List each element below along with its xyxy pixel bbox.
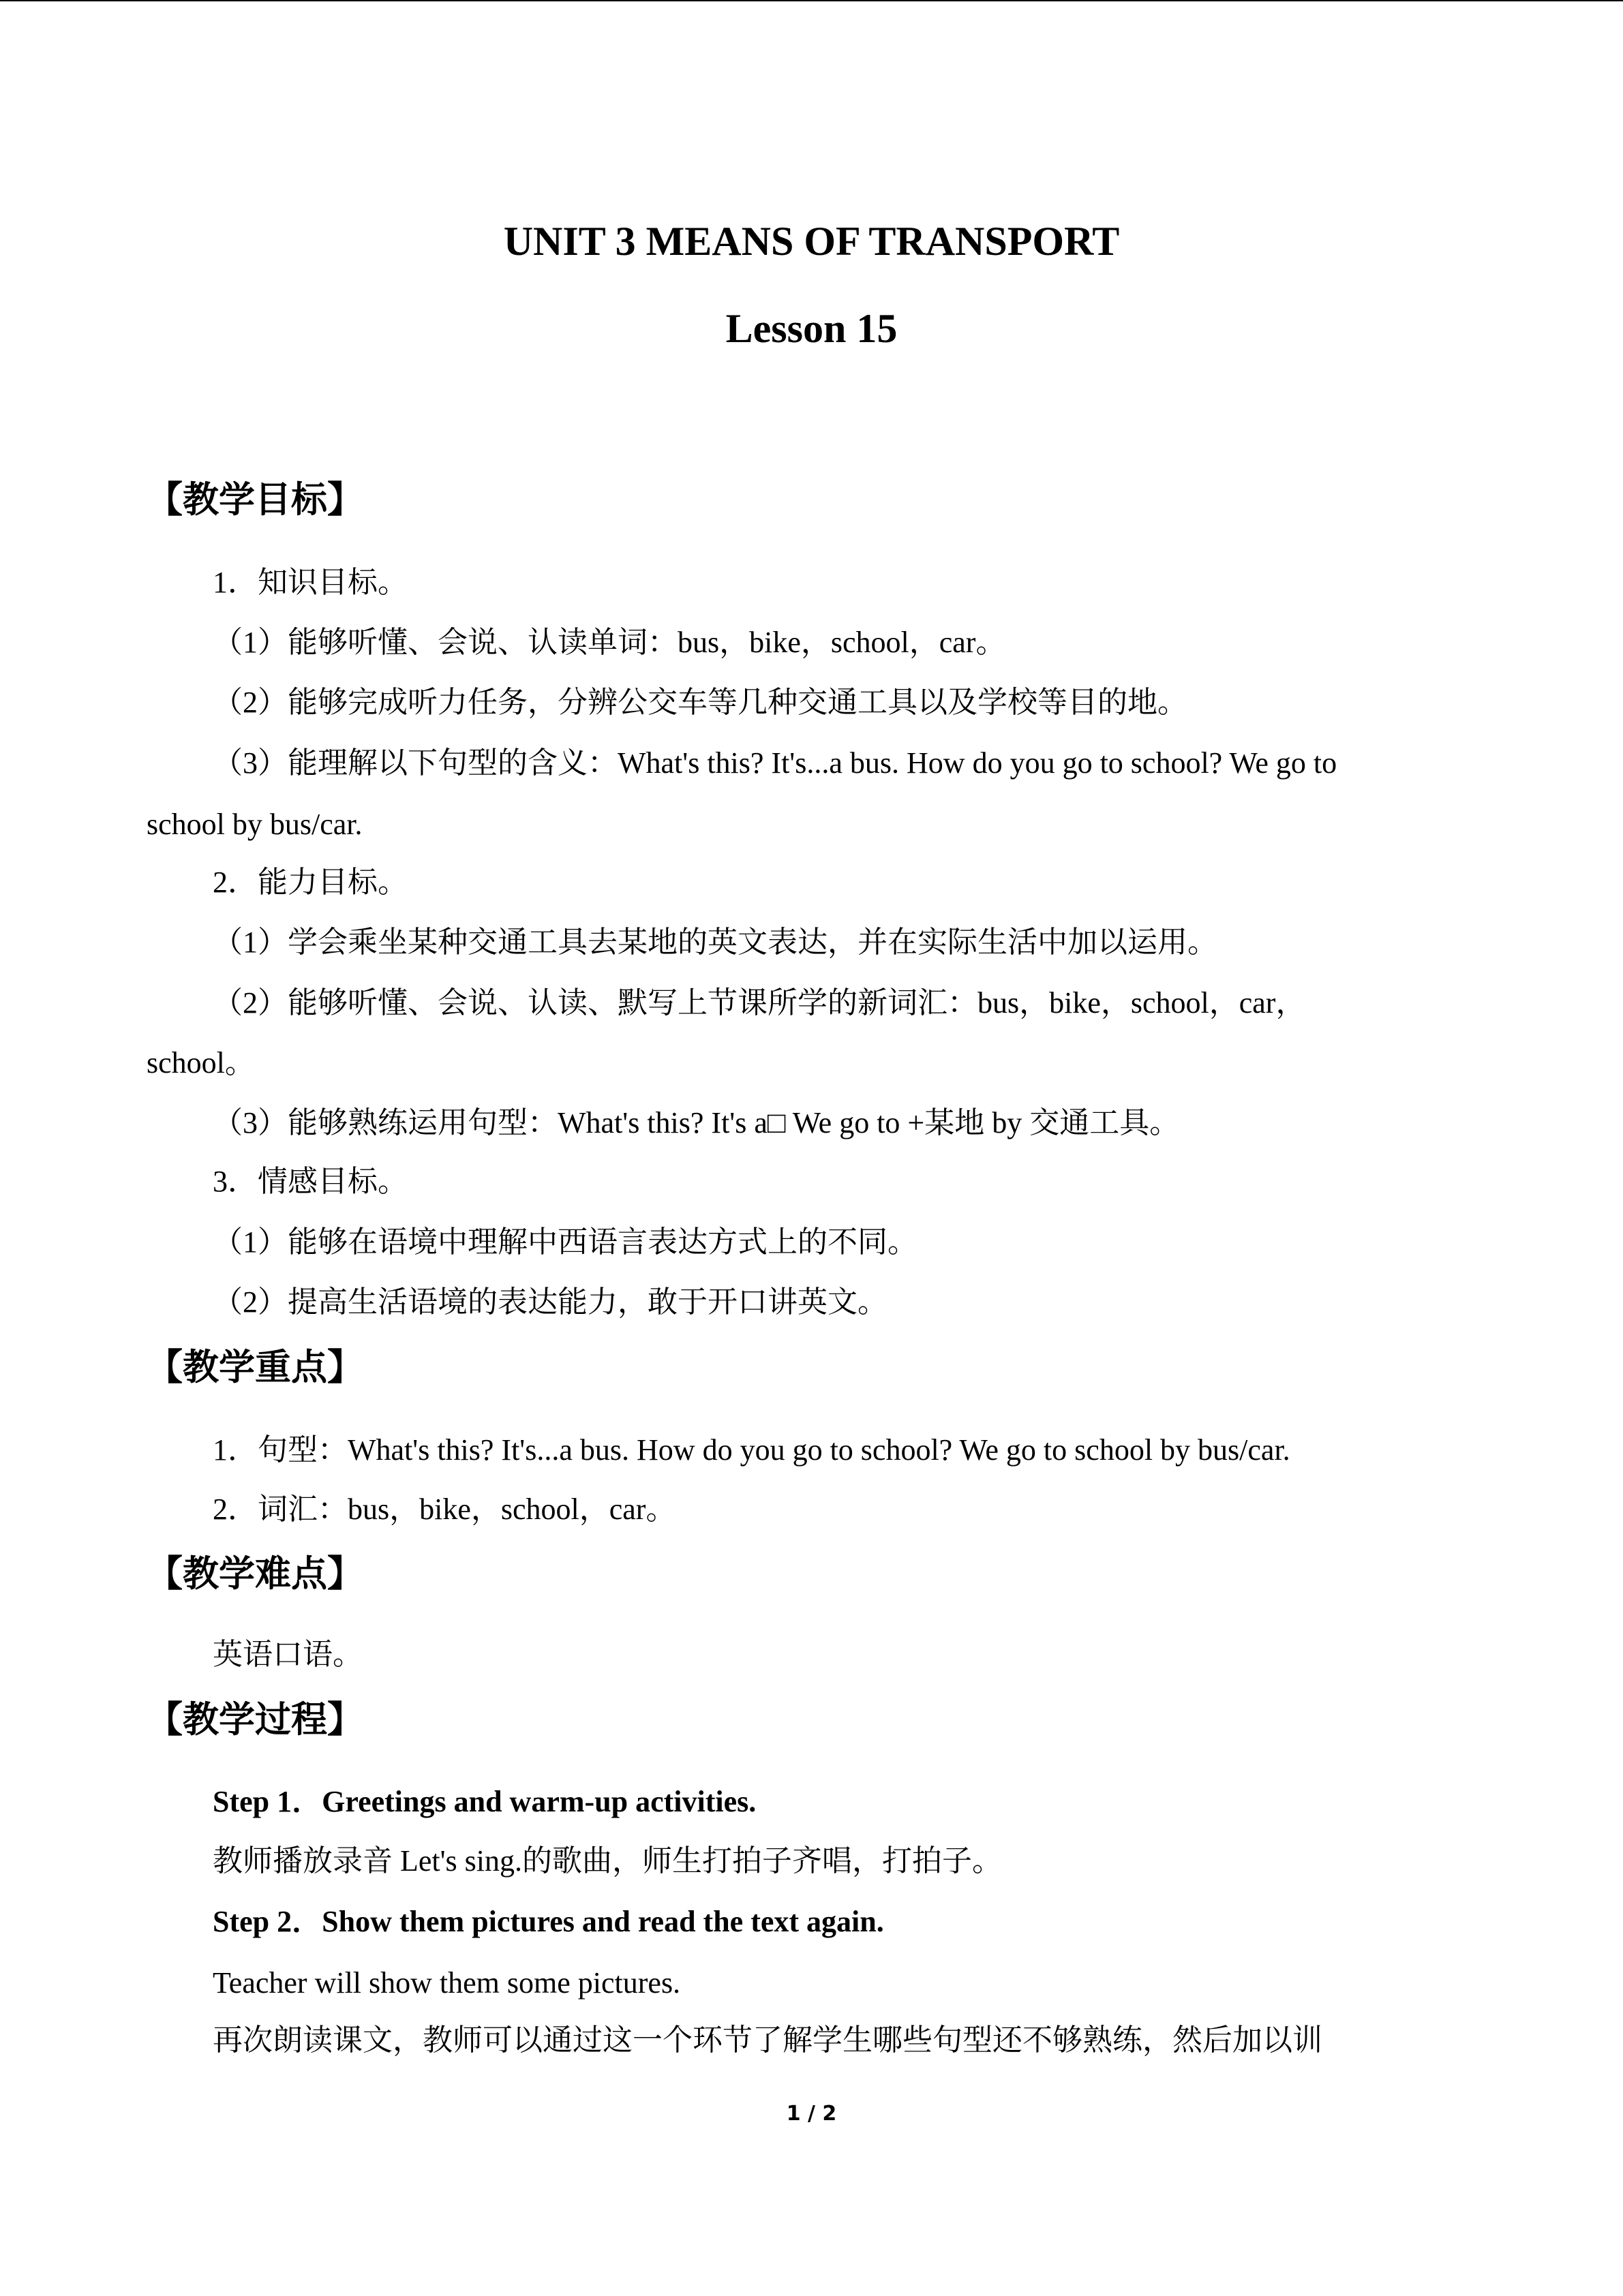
- difficulty-line: 英语口语。: [213, 1638, 363, 1671]
- objective-line: school。: [147, 1046, 255, 1080]
- section-heading-key-points: 【教学重点】: [147, 1347, 363, 1388]
- process-line: 教师播放录音 Let's sing.的歌曲，师生打拍子齐唱，打拍子。: [213, 1844, 1003, 1878]
- document-subtitle: Lesson 15: [725, 306, 898, 351]
- objective-line: （1）能够听懂、会说、认读单词：bus，bike，school，car。: [213, 626, 1006, 659]
- key-point-line: 2．词汇：bus，bike，school，car。: [213, 1493, 676, 1526]
- document-page: [0, 1, 1623, 2296]
- objective-line: （1）能够在语境中理解中西语言表达方式上的不同。: [213, 1225, 917, 1259]
- objective-line: （2）能够听懂、会说、认读、默写上节课所学的新词汇：bus，bike，school，car，: [213, 986, 1306, 1020]
- document-title: UNIT 3 MEANS OF TRANSPORT: [503, 219, 1120, 264]
- objective-line: 3．情感目标。: [213, 1165, 408, 1198]
- process-line: 再次朗读课文，教师可以通过这一个环节了解学生哪些句型还不够熟练，然后加以训: [213, 2023, 1322, 2057]
- key-point-line: 1．句型：What's this? It's...a bus. How do you go to school? We go to school by bus/car.: [213, 1433, 1290, 1467]
- objective-line: （2）能够完成听力任务，分辨公交车等几种交通工具以及学校等目的地。: [213, 686, 1187, 719]
- section-heading-process: 【教学过程】: [147, 1699, 363, 1741]
- objective-line: （1）学会乘坐某种交通工具去某地的英文表达，并在实际生活中加以运用。: [213, 925, 1217, 959]
- section-heading-difficulties: 【教学难点】: [147, 1553, 363, 1595]
- process-step-title: Step 2．Show them pictures and read the text again.: [213, 1905, 884, 1938]
- process-line: Teacher will show them some pictures.: [213, 1966, 681, 2000]
- objective-line: 1．知识目标。: [213, 566, 408, 599]
- page-number: 1 / 2: [786, 2102, 837, 2126]
- objective-line: （3）能够熟练运用句型：What's this? It's a□ We go to +某地 by 交通工具。: [213, 1106, 1180, 1139]
- section-heading-objectives: 【教学目标】: [147, 479, 363, 521]
- objective-line: school by bus/car.: [147, 808, 363, 841]
- objective-line: （3）能理解以下句型的含义：What's this? It's...a bus. How do you go to school? We go to: [213, 746, 1337, 780]
- process-step-title: Step 1．Greetings and warm-up activities.: [213, 1785, 757, 1818]
- objective-line: （2）提高生活语境的表达能力，敢于开口讲英文。: [213, 1285, 888, 1319]
- objective-line: 2．能力目标。: [213, 866, 408, 899]
